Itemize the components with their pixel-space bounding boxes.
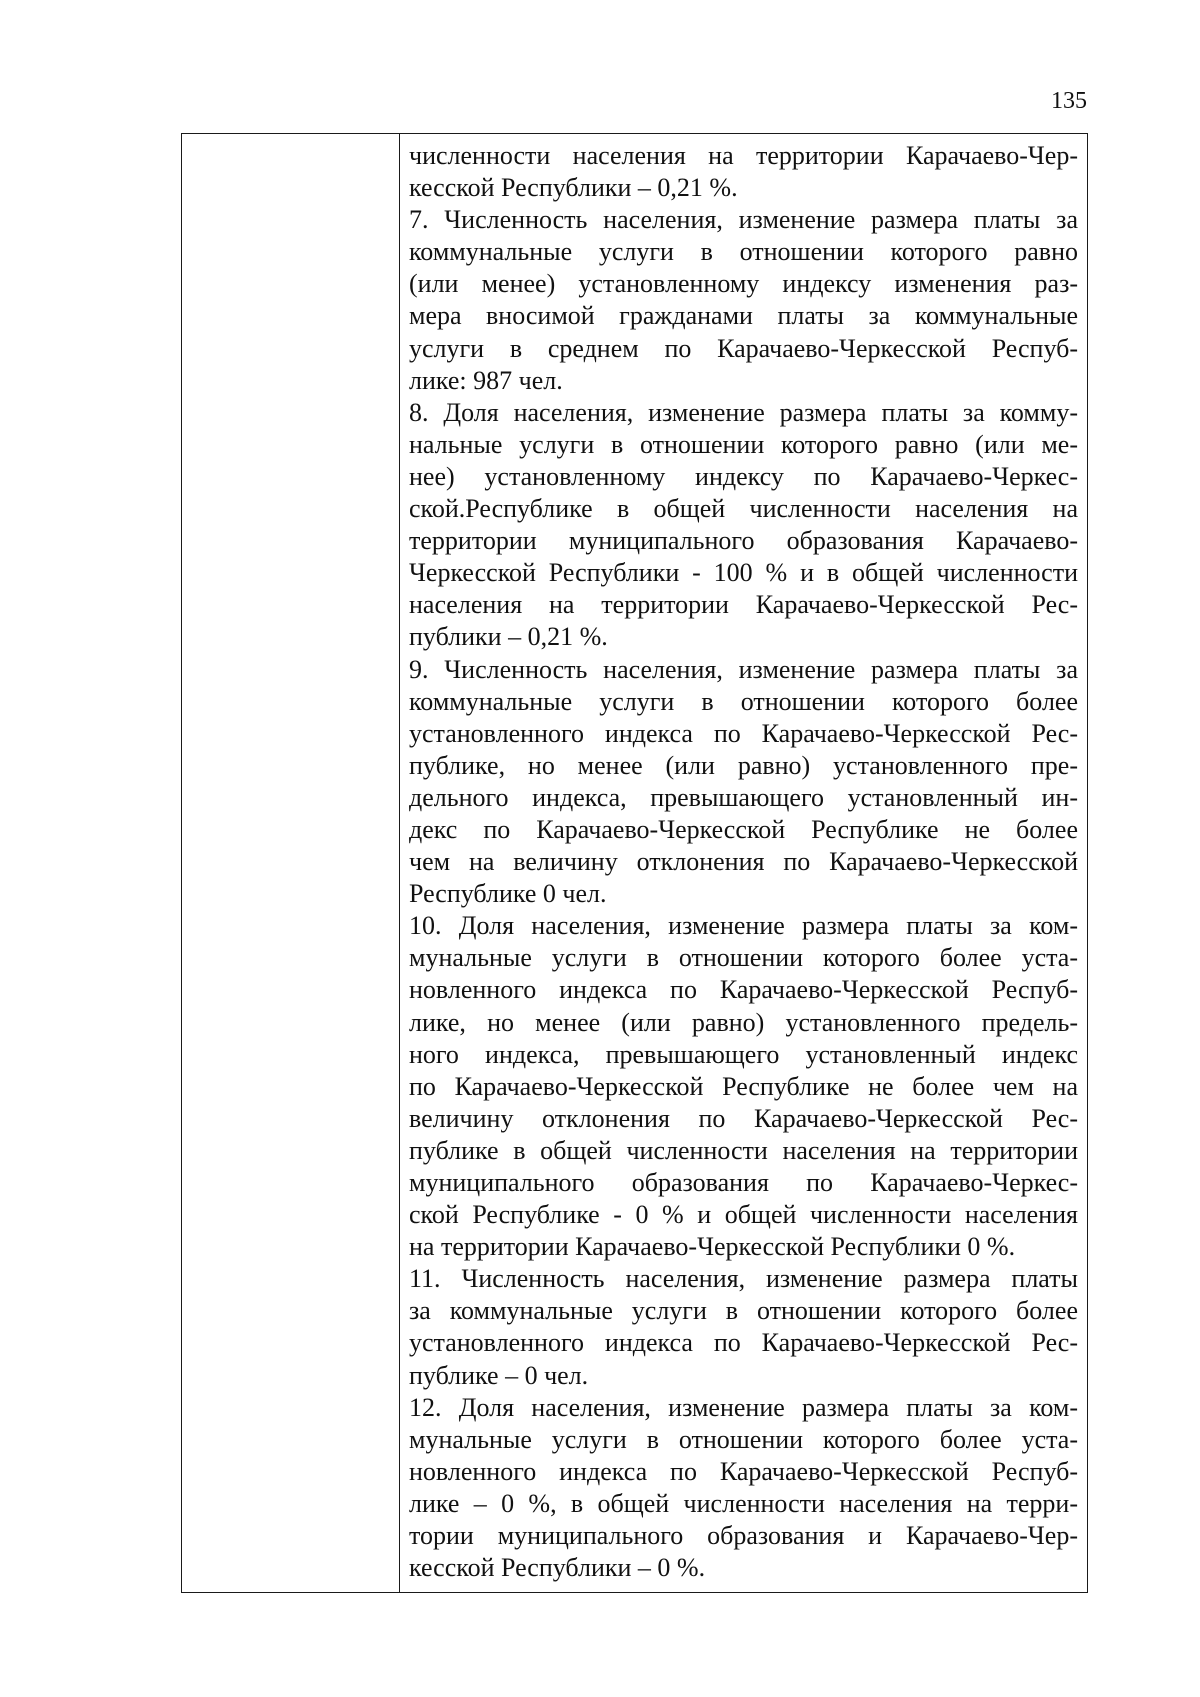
text-line: за коммунальные услуги в отношении которого более [409,1296,1078,1326]
document-table [181,133,1088,1593]
text-line: кесской Республики – 0,21 %. [409,173,738,203]
table-left-column [182,134,400,1592]
text-line: лике: 987 чел. [409,365,563,395]
text-line: 11. Численность населения, изменение размера платы [409,1264,1078,1294]
text-line: на территории Карачаево-Черкесской Республики 0 %. [409,1232,1016,1262]
text-line: лике – 0 %, в общей численности населения на терри- [409,1488,1078,1518]
text-line: 12. Доля населения, изменение размера платы за ком- [409,1392,1078,1422]
text-line: ного индекса, превышающего установленный индекс [409,1039,1078,1069]
text-line: новленного индекса по Карачаево-Черкесской Респуб- [409,975,1078,1005]
text-line: по Карачаево-Черкесской Республике не более чем на [409,1071,1078,1101]
text-line: установленного индекса по Карачаево-Черкесской Рес- [409,1328,1078,1358]
text-line: 10. Доля населения, изменение размера платы за ком- [409,911,1078,941]
text-line: услуги в среднем по Карачаево-Черкесской Респуб- [409,333,1078,363]
text-line: мунальные услуги в отношении которого более уста- [409,1424,1078,1454]
text-line: (или менее) установленному индексу изменения раз- [409,269,1078,299]
text-line: коммунальные услуги в отношении которого равно [409,237,1078,267]
text-line: мера вносимой гражданами платы за коммунальные [409,301,1078,331]
text-line: 9. Численность населения, изменение размера платы за [409,654,1078,684]
text-line: численности населения на территории Карачаево-Чер- [409,141,1078,170]
text-line: публике в общей численности населения на территории [409,1135,1078,1165]
text-line: нее) установленному индексу по Карачаево-Черкес- [409,461,1078,491]
text-line: дельного индекса, превышающего установленный ин- [409,782,1078,812]
text-line: ской Республике - 0 % и общей численности населения [409,1200,1078,1230]
page-number: 135 [1051,88,1087,114]
text-line: установленного индекса по Карачаево-Черкесской Рес- [409,718,1078,748]
text-line: Черкесской Республики - 100 % и в общей численности [409,558,1078,588]
text-line: лике, но менее (или равно) установленного предель- [409,1007,1078,1037]
text-line: ской.Республике в общей численности населения на [409,494,1078,524]
text-line: кесской Республики – 0 %. [409,1553,706,1583]
text-line: населения на территории Карачаево-Черкесской Рес- [409,590,1078,620]
text-line: 8. Доля населения, изменение размера платы за комму- [409,397,1078,427]
text-line: публике – 0 чел. [409,1360,589,1390]
table-text-column [400,134,1087,1592]
text-line: нальные услуги в отношении которого равно (или ме- [409,429,1078,459]
text-line: величину отклонения по Карачаево-Черкесской Рес- [409,1103,1078,1133]
text-line: 7. Численность населения, изменение размера платы за [409,205,1078,235]
text-line: публики – 0,21 %. [409,622,608,652]
text-line: новленного индекса по Карачаево-Черкесской Респуб- [409,1456,1078,1486]
text-line: мунальные услуги в отношении которого более уста- [409,943,1078,973]
text-line: чем на величину отклонения по Карачаево-Черкесской [409,847,1078,877]
text-line: тории муниципального образования и Карачаево-Чер- [409,1521,1078,1551]
text-line: декс по Карачаево-Черкесской Республике не более [409,814,1078,844]
text-line: территории муниципального образования Карачаево- [409,526,1078,556]
text-line: публике, но менее (или равно) установленного пре- [409,750,1078,780]
text-line: Республике 0 чел. [409,879,607,909]
text-line: муниципального образования по Карачаево-Черкес- [409,1168,1078,1197]
text-line: коммунальные услуги в отношении которого более [409,686,1078,716]
